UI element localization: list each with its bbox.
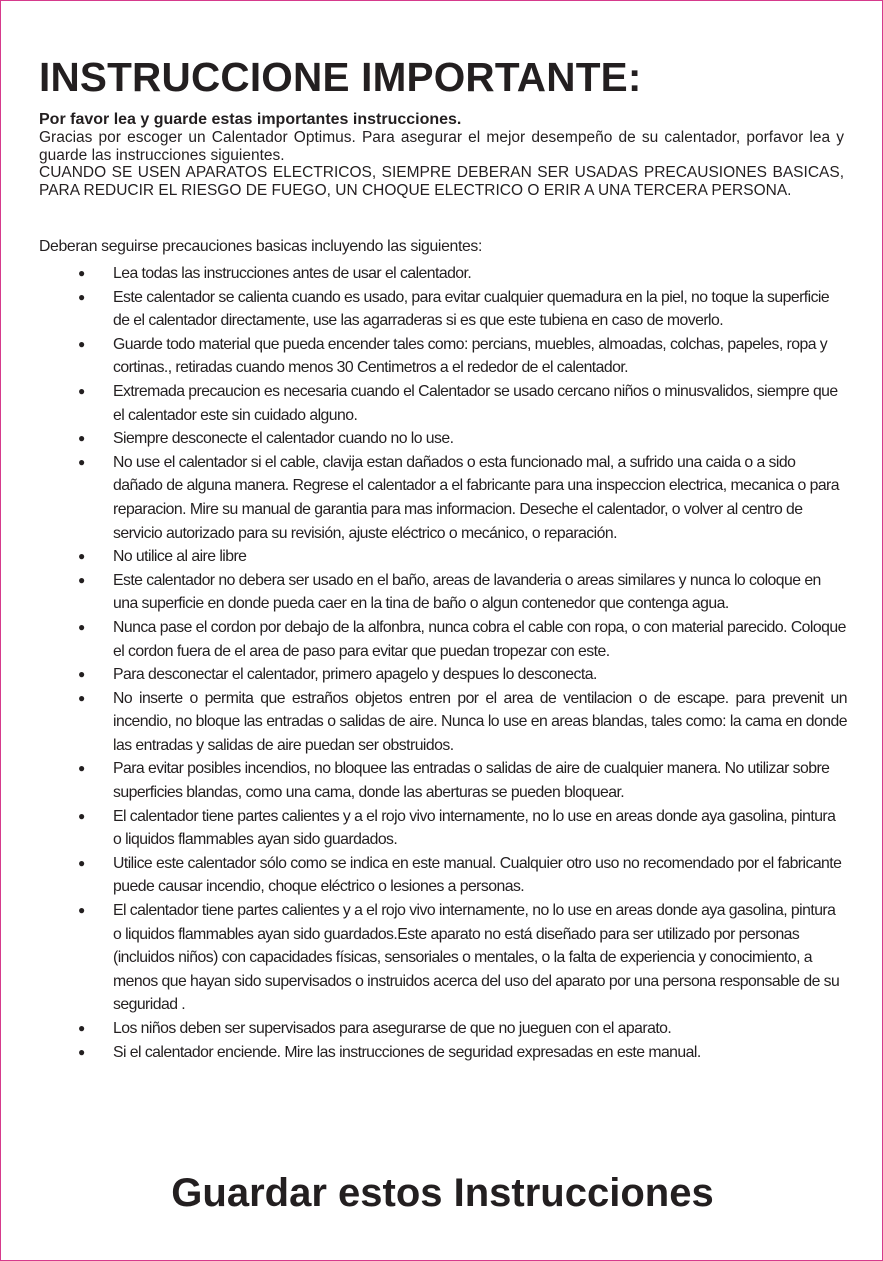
list-item-text: Nunca pase el cordon por debajo de la alfonbra, nunca cobra el cable con ropa, o con material parecido. Coloque el cordon fuera de el area de paso para evitar que puedan tropezar con este. xyxy=(113,618,846,660)
list-item xyxy=(77,545,847,569)
list-item xyxy=(77,333,847,380)
list-item xyxy=(77,451,847,545)
list-item-text: Para desconectar el calentador, primero apagelo y despues lo desconecta. xyxy=(113,666,597,684)
precautions-lead: Deberan seguirse precauciones basicas incluyendo las siguientes: xyxy=(39,238,483,255)
footer-heading: Guardar estos Instrucciones xyxy=(171,1171,714,1215)
bullet-icon: ● xyxy=(78,1021,85,1035)
bullet-icon: ● xyxy=(78,383,85,398)
bullet-icon: ● xyxy=(78,549,85,564)
bullet-icon: ● xyxy=(78,903,85,918)
bullet-icon: ● xyxy=(78,808,85,823)
list-item-text: Este calentador se calienta cuando es usado, para evitar cualquier quemadura en la piel, no toque la superficie de el calentador directamente, use las agarraderas si es que este tubiena en caso de moverlo. xyxy=(113,288,830,330)
list-item-text: Este calentador no debera ser usado en el baño, areas de lavanderia o areas similares y nunca lo coloque en una superficie en donde pueda caer en la tina de baño o algun contenedor que contenga agua. xyxy=(113,571,821,613)
bullet-icon: ● xyxy=(78,289,85,304)
warning-paragraph: CUANDO SE USEN APARATOS ELECTRICOS, SIEMPRE DEBERAN SER USADAS PRECAUSIONES BASICAS, PARA REDUCIR EL RIESGO DE FUEGO, UN CHOQUE ELECTRICO O ERIR A UNA TERCERA PERSONA. xyxy=(39,164,844,199)
list-item-text: Guarde todo material que pueda encender tales como: percians, muebles, almoadas, colchas, papeles, ropa y cortinas., retiradas cuando menos 30 Centimetros a el rededor de el calentador. xyxy=(113,335,828,377)
list-item xyxy=(77,569,847,616)
list-item xyxy=(77,899,847,1017)
list-item-text: No use el calentador si el cable, clavija estan dañados o esta funcionado mal, a sufrido una caida o a sido dañado de alguna manera. Regrese el calentador a el fabricante para una inspeccion electrica, mecanica o para reparacion. Mire su manual de garantia para mas informacion. Deseche el calentador, o volver al centro de servicio autorizado para su revisión, ajuste eléctrico o mecánico, o reparación. xyxy=(113,453,840,542)
bullet-icon: ● xyxy=(78,667,85,682)
bullet-icon: ● xyxy=(78,431,85,446)
list-item xyxy=(77,427,847,451)
bullet-icon: ● xyxy=(78,336,85,351)
bullet-icon: ● xyxy=(78,619,85,634)
list-item-text: Siempre desconecte el calentador cuando no lo use. xyxy=(113,430,454,448)
list-item-text: Utilice este calentador sólo como se indica en este manual. Cualquier otro uso no recomendado por el fabricante puede causar incendio, choque eléctrico o lesiones a personas. xyxy=(113,854,842,896)
list-item xyxy=(77,262,847,286)
bullet-icon: ● xyxy=(78,1044,85,1059)
intro-section xyxy=(39,111,844,199)
bullet-icon: ● xyxy=(78,454,85,469)
bullet-icon: ● xyxy=(78,572,85,587)
list-item xyxy=(77,757,847,804)
list-item-text: Si el calentador enciende. Mire las instrucciones de seguridad expresadas en este manual. xyxy=(113,1043,701,1061)
list-item xyxy=(77,616,847,663)
bullet-icon: ● xyxy=(78,855,85,870)
list-item xyxy=(77,852,847,899)
list-item xyxy=(77,380,847,427)
list-item-text: Los niños deben ser supervisados para asegurarse de que no jueguen con el aparato. xyxy=(113,1020,672,1037)
bullet-icon: ● xyxy=(78,690,85,705)
page-title: INSTRUCCIONE IMPORTANTE: xyxy=(39,54,642,100)
list-item xyxy=(77,805,847,852)
list-item-text: Lea todas las instrucciones antes de usar el calentador. xyxy=(113,265,472,282)
list-item-text: No utilice al aire libre xyxy=(113,548,247,566)
list-item xyxy=(77,1041,847,1065)
bullet-icon: ● xyxy=(78,761,85,776)
list-item-text: Extremada precaucion es necesaria cuando el Calentador se usado cercano niños o minusvalidos, siempre que el calentador este sin cuidado alguno. xyxy=(113,382,838,424)
list-item-text: Para evitar posibles incendios, no bloquee las entradas o salidas de aire de cualquier manera. No utilizar sobre superficies blandas, como una cama, donde las aberturas se pueden bloquear. xyxy=(113,760,830,802)
list-item xyxy=(77,687,847,758)
intro-heading: Por favor lea y guarde estas importantes instrucciones. xyxy=(39,111,462,128)
list-item xyxy=(77,1017,847,1041)
list-item-text: El calentador tiene partes calientes y a el rojo vivo internamente, no lo use en areas donde aya gasolina, pintura o liquidos flammables ayan sido guardados.Este aparato no está diseñado para ser utilizado por personas (incluidos niños) con capacidades físicas, sensoriales o mentales, o la falta de experiencia y conocimiento, a menos que hayan sido supervisados o instruidos acerca del uso del aparato por una persona responsable de su seguridad . xyxy=(113,902,840,1014)
list-item xyxy=(77,286,847,333)
list-item xyxy=(77,663,847,687)
intro-paragraph: Gracias por escoger un Calentador Optimus. Para asegurar el mejor desempeño de su calentador, porfavor lea y guarde las instrucciones siguientes. xyxy=(39,129,844,164)
list-item-text: No inserte o permita que estraños objetos entren por el area de ventilacion o de escape. para prevenit un incendio, no bloque las entradas o salidas de aire. Nunca lo use en areas blandas, tales como: la cama en donde las entradas y salidas de aire puedan ser obstruidos. xyxy=(113,689,847,754)
precautions-list xyxy=(77,262,847,1064)
bullet-icon: ● xyxy=(78,266,85,280)
list-item-text: El calentador tiene partes calientes y a el rojo vivo internamente, no lo use en areas donde aya gasolina, pintura o liquidos flammables ayan sido guardados. xyxy=(113,807,836,849)
